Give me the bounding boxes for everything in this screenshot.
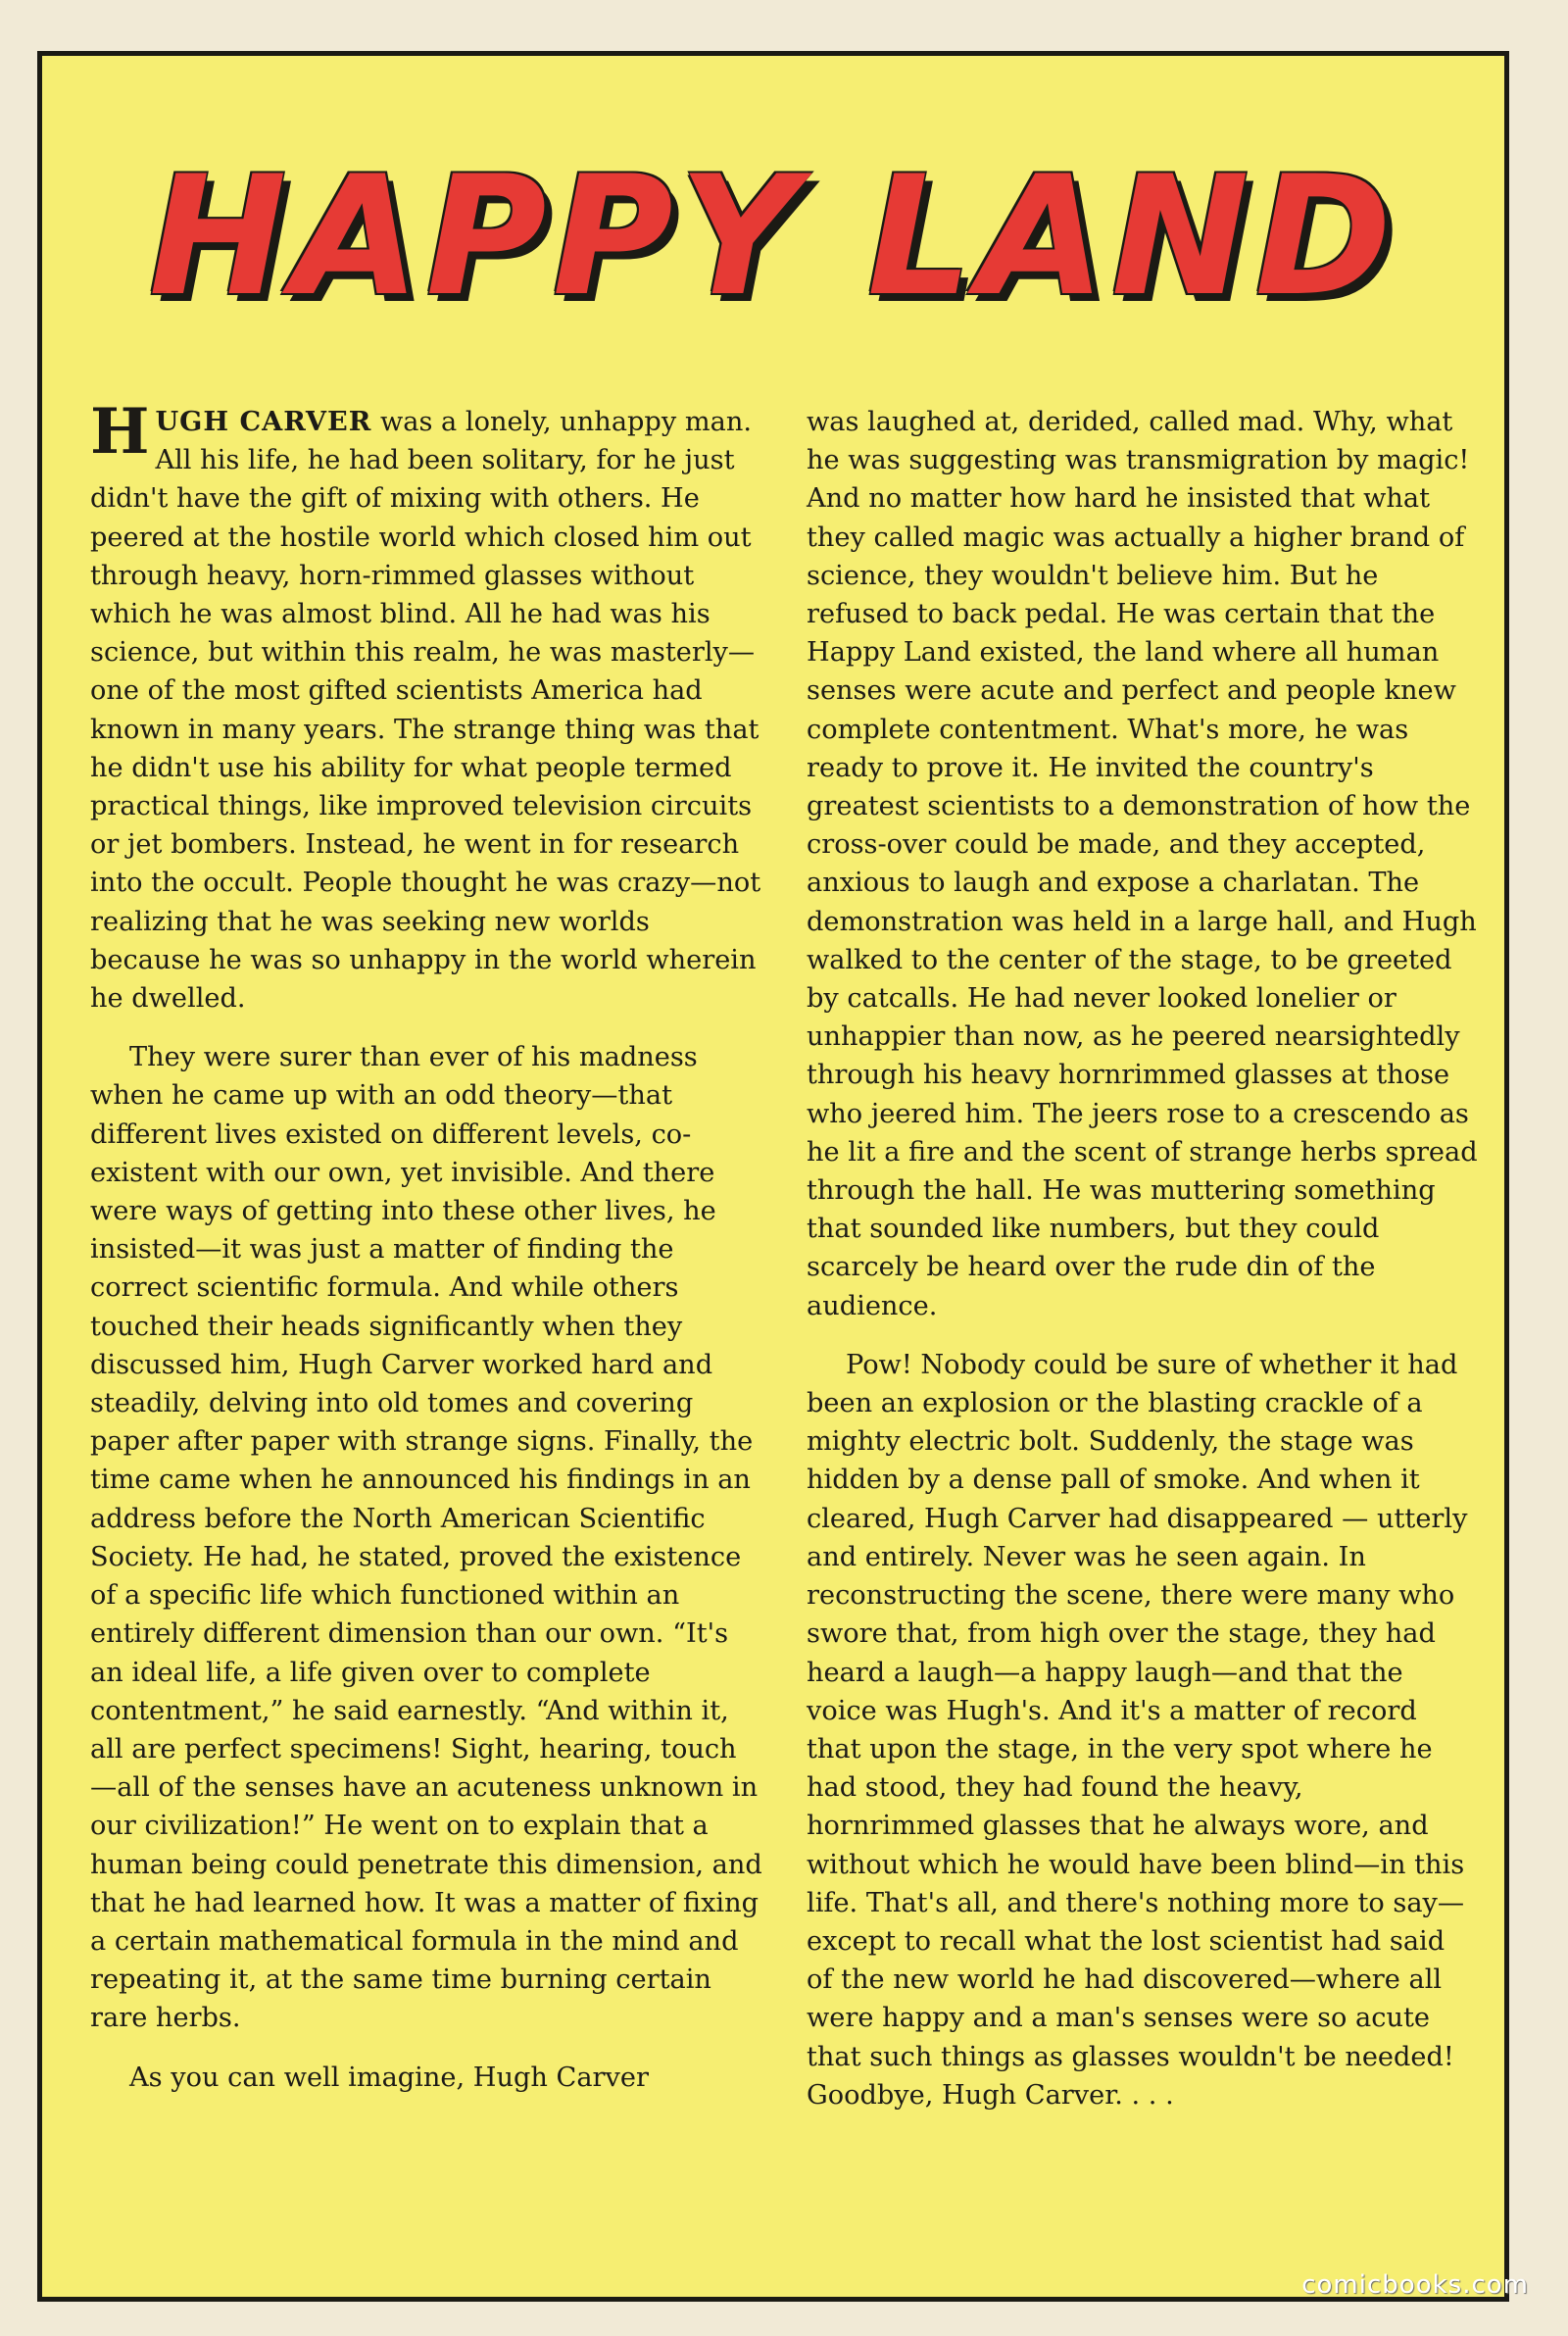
opening-caps: UGH CARVER bbox=[155, 406, 372, 437]
watermark: comicbooks.com bbox=[1301, 2270, 1529, 2300]
left-column bbox=[90, 395, 762, 2117]
left-paragraph-2: They were surer than ever of his madness when he came up with an odd theory—that different lives existed on different levels, co-existent with our own, yet invisible. And there were ways of getting into these other lives, he insisted—it was just a matter of finding the correct scientific formula. And while others touched their heads significantly when they discussed him, Hugh Carver worked hard and steadily, delving into old tomes and covering paper after paper with strange signs. Finally, the time came when he announced his findings in an address before the North American Scientific Society. He had, he stated, proved the existence of a specific life which functioned within an entirely different dimension than our own. “It's an ideal life, a life given over to complete contentment,” he said earnestly. “And within it, all are perfect specimens! Sight, hearing, touch—all of the senses have an acuteness unknown in our civilization!” He went on to explain that a human being could penetrate this dimension, and that he had learned how. It was a matter of fixing a certain mathematical formula in the mind and repeating it, at the same time burning certain rare herbs. bbox=[90, 1042, 762, 2034]
left-paragraph-1 bbox=[90, 395, 762, 1018]
drop-cap: H bbox=[90, 395, 150, 469]
right-paragraph-1: was laughed at, derided, called mad. Why, what he was suggesting was transmigration by magic! And no matter how hard he insisted that what they called magic was actually a higher brand of science, they wouldn't believe him. But he refused to back pedal. He was certain that the Happy Land existed, the land where all human senses were acute and perfect and people knew complete contentment. What's more, he was ready to prove it. He invited the country's greatest scientists to a demonstration of how the cross-over could be made, and they accepted, anxious to laugh and expose a charlatan. The demonstration was held in a large hall, and Hugh walked to the center of the stage, to be greeted by catcalls. He had never looked lonelier or unhappier than now, as he peered nearsightedly through his heavy hornrimmed glasses at those who jeered him. The jeers rose to a crescendo as he lit a fire and the scent of strange herbs spread through the hall. He was muttering something that sounded like numbers, but they could scarcely be heard over the rude din of the audience. bbox=[807, 407, 1478, 1321]
right-column bbox=[807, 403, 1479, 2135]
left-paragraph-1-text: was a lonely, unhappy man. All his life, he had been solitary, for he just didn't have the gift of mixing with others. He peered at the hostile world which closed him out through heavy, horn-rimmed glasses without which he was almost blind. All he had was his science, but within this realm, he was masterly—one of the most gifted scientists America had known in many years. The strange thing was that he didn't use his ability for what people termed practical things, like improved television circuits or jet bombers. Instead, he went in for research into the occult. People thought he was crazy—not realizing that he was seeking new worlds because he was so unhappy in the world wherein he dwelled. bbox=[90, 407, 761, 1015]
story-title: HAPPY LAND bbox=[148, 140, 1398, 332]
right-paragraph-2: Pow! Nobody could be sure of whether it had been an explosion or the blasting crackle of a mighty electric bolt. Suddenly, the stage was hidden by a dense pall of smoke. And when it cleared, Hugh Carver had disappeared — utterly and entirely. Never was he seen again. In reconstructing the scene, there were many who swore that, from high over the stage, they had heard a laugh—a happy laugh—and that the voice was Hugh's. And it's a matter of record that upon the stage, in the very spot where he had stood, they had found the heavy, hornrimmed glasses that he always wore, and without which he would have been blind—in this life. That's all, and there's nothing more to say—except to recall what the lost scientist had said of the new world he had discovered—where all were happy and a man's senses were so acute that such things as glasses wouldn't be needed! Goodbye, Hugh Carver. . . . bbox=[807, 1349, 1468, 2111]
left-paragraph-3: As you can well imagine, Hugh Carver bbox=[129, 2062, 649, 2093]
story-panel bbox=[37, 51, 1509, 2302]
